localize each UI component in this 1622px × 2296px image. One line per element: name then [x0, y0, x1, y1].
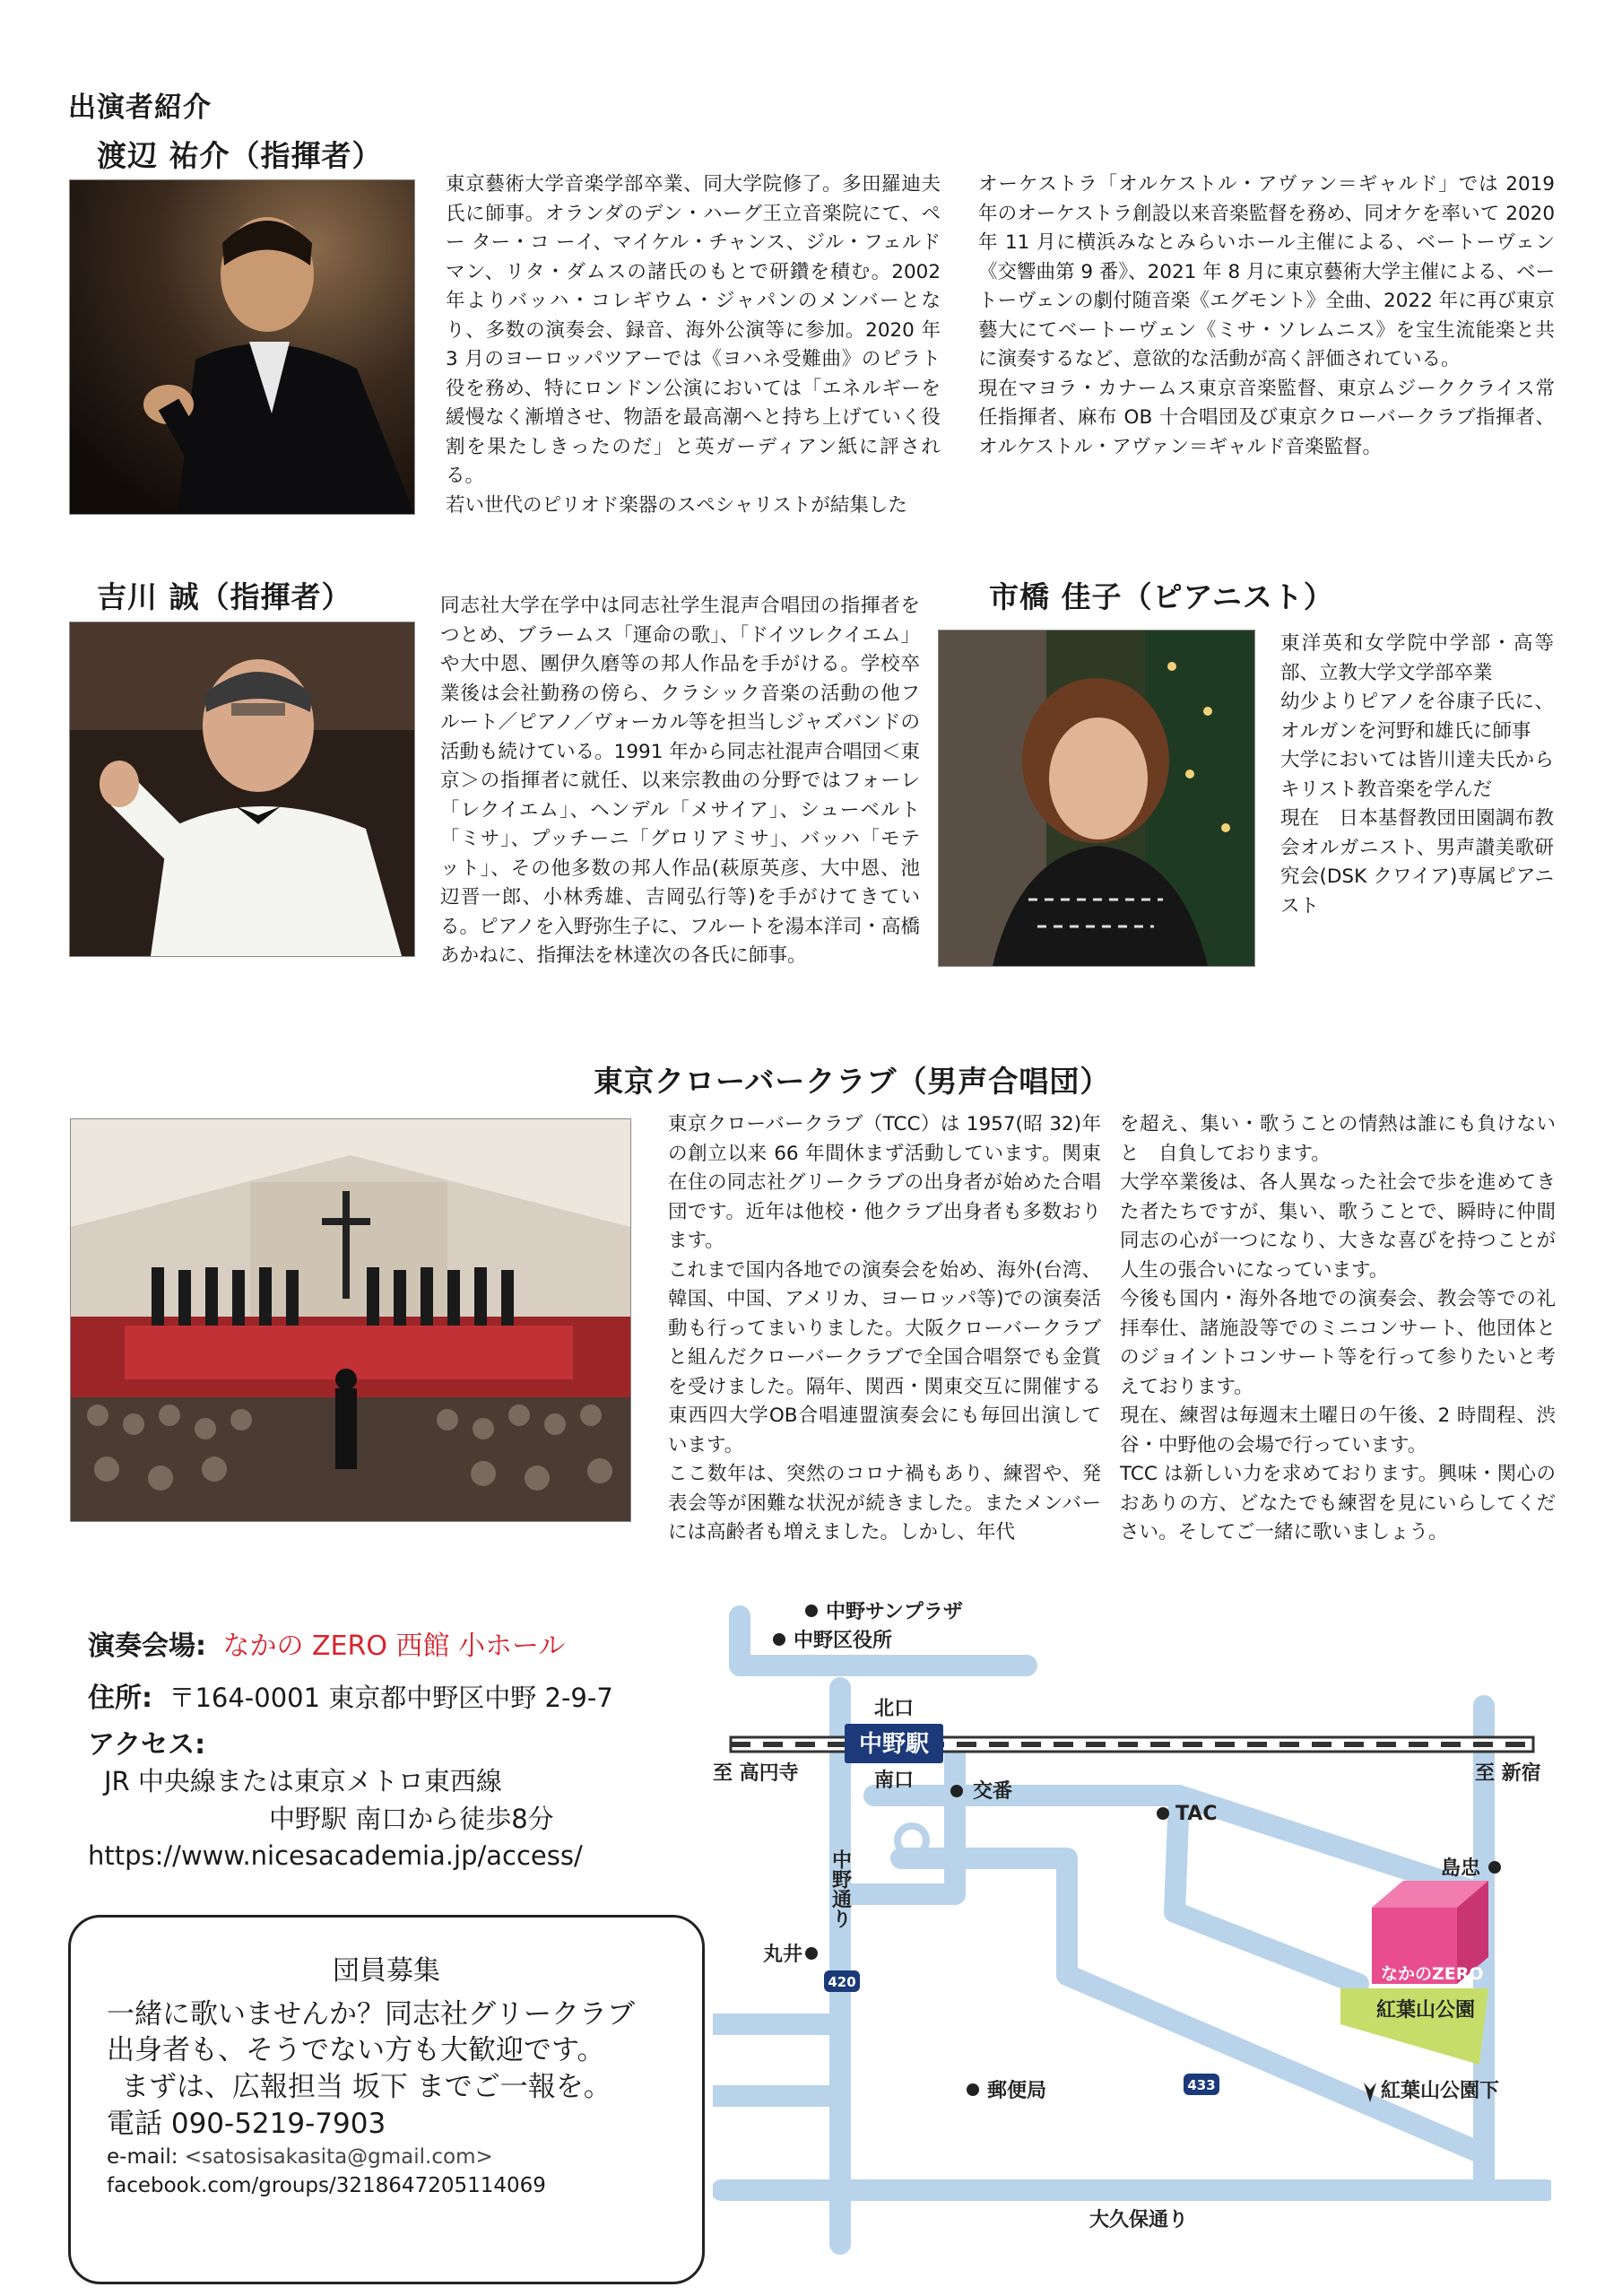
performer-name-yoshikawa: 吉川 誠（指揮者） — [97, 579, 352, 614]
map-koban: 交番 — [973, 1780, 1013, 1803]
photo-yoshikawa — [69, 622, 415, 957]
recruit-box — [68, 1915, 705, 2284]
photo-watanabe — [69, 179, 415, 515]
club-text-col1: 東京クローバークラブ（TCC）は 1957(昭 32)年の創立以来 66 年間休まず活動しています。関東在住の同志社グリークラブの出身者が始めた合唱団です。近年は他校・他クラブ出身者も多数おります。 これまで国内各地での演奏会を始め、海外(台湾、韓国、中国、アメリカ、ヨーロッパ等)での演奏活動も行ってまいりました。大阪クローバークラブと組んだクローバークラブで全国合唱祭でも金賞を受けました。隔年、関西・関東交互に開催する東西四大学OB合唱連盟演奏会にも毎回出演しています。 ここ数年は、突然のコロナ禍もあり、練習や、発表会等が困難な状況が続きました。またメンバーには高齢者も増えました。しかし、年代 — [668, 1113, 1101, 1544]
map-station: 中野駅 — [858, 1731, 930, 1758]
recruit-email-label: e-mail: — [107, 2145, 178, 2169]
bio-yoshikawa: 同志社大学在学中は同志社学生混声合唱団の指揮者をつとめ、ブラームス「運命の歌」、「ドイツレクイエム」や大中恩、團伊久磨等の邦人作品を手がける。学校卒業後は会社勤務の傍ら、クラシック音楽の活動の他フルート／ピアノ／ヴォーカル等を担当しジャズバンドの活動も続けている。1991 年から同志社混声合唱団＜東京＞の指揮者に就任、以来宗教曲の分野ではフォーレ「レクイエム」、ヘンデル「メサイア」、シューベルト「ミサ」、プッチーニ「グロリアミサ」、バッハ「モテット」、その他多数の邦人作品(萩原英彦、大中恩、池辺晋一郎、小林秀雄、吉岡弘行等)を手がけてきている。ピアノを入野弥生子に、フルートを湯本洋司・高橋あかねに、指揮法を林達次の各氏に師事。 — [440, 595, 920, 967]
recruit-email-line — [107, 2145, 493, 2169]
map-ward-office: 中野区役所 — [794, 1630, 893, 1652]
performer-name-watanabe: 渡辺 祐介（指揮者） — [97, 138, 383, 173]
map-north-exit: 北口 — [874, 1698, 915, 1720]
address-line — [88, 1675, 613, 1715]
map-route-433: 433 — [1187, 2077, 1216, 2093]
access-line2: 中野駅 南口から徒歩8分 — [269, 1804, 554, 1834]
map-south-exit: 南口 — [874, 1770, 915, 1792]
map-to-koenji: 至 高円寺 — [713, 1762, 799, 1785]
access-label: アクセス: — [88, 1729, 206, 1761]
map-shimachu: 島忠 — [1441, 1857, 1481, 1880]
map-park-shita: 紅葉山公園下 — [1381, 2080, 1500, 2102]
photo-club — [70, 1118, 631, 1522]
bio-watanabe-col1: 東京藝術大学音楽学部卒業、同大学院修了。多田羅迪夫氏に師事。オランダのデン・ハーグ王立音楽院にて、ペー ター・コ ーイ、マイケル・チャンス、ジル・フェルドマン、リタ・ダムスの諸氏のもとで研鑽を積む。2002 年よりバッハ・コレギウム・ジャパンのメンバーとなり、多数の演奏会、録音、海外公演等に参加。2020 年 3 月のヨーロッパツアーでは《ヨハネ受難曲》のピラト役を務め、特にロンドン公演においては「エネルギーを緩慢なく漸増させ、物語を最高潮へと持ち上げていく役割を果たしきったのだ」と英ガーディアン紙に評される。 若い世代のピリオド楽器のスペシャリストが結集した — [446, 173, 941, 517]
map-nakano-zero: なかのZERO — [1381, 1964, 1484, 1984]
map-marui: 丸井 — [763, 1944, 803, 1966]
photo-ichihashi — [938, 630, 1255, 967]
performer-name-ichihashi: 市橋 佳子（ピアニスト） — [989, 579, 1334, 614]
venue-label: 演奏会場: — [88, 1631, 206, 1662]
club-name: 東京クローバークラブ（男声合唱団） — [594, 1064, 1111, 1099]
map-to-shinjuku: 至 新宿 — [1475, 1762, 1541, 1785]
venue-line — [88, 1623, 565, 1663]
access-line1: JR 中央線または東京メトロ東西線 — [104, 1766, 502, 1796]
bio-watanabe-col2: オーケストラ「オルケストル・アヴァン＝ギャルド」では 2019 年のオーケストラ創設以来音楽監督を務め、同オケを率いて 2020 年 11 月に横浜みなとみらいホール主催による、ベートーヴェン《交響曲第 9 番》、2021 年 8 月に東京藝術大学主催による、ベートーヴェンの劇付随音楽《エグモント》全曲、2022 年に再び東京藝大にてベートーヴェン《ミサ・ソレムニス》を宝生流能楽と共に演奏するなど、意欲的な活動が高く評価されている。 現在マヨラ・カナームス東京音楽監督、東京ムジーククライス常任指揮者、麻布 OB 十合唱団及び東京クローバークラブ指揮者、オルケストル・アヴァン＝ギャルド音楽監督。 — [978, 173, 1555, 458]
access-url[interactable]: https://www.nicesacademia.jp/access/ — [88, 1840, 583, 1871]
venue-name: なかの ZERO 西館 小ホール — [222, 1631, 566, 1662]
map-sunplaza: 中野サンプラザ — [826, 1601, 963, 1623]
club-text-col2: を超え、集い・歌うことの情熱は誰にも負けないと 自負しております。 大学卒業後は、各人異なった社会で歩を進めてきた者たちですが、集い、歌うことで、瞬時に仲間同志の心が一つになり、大きな喜びを持つことが人生の張合いになっています。 今後も国内・海外各地での演奏会、教会等での礼拝奉仕、諸施設等でのミニコンサート、他団体とのジョイントコンサート等を行って参りたいと考えております。 現在、練習は毎週末土曜日の午後、2 時間程、渋谷・中野他の会場で行っています。 TCC は新しい力を求めております。興味・関心のおありの方、どなたでも練習を見にいらしてください。そしてご一緒に歌いましょう。 — [1120, 1113, 1556, 1544]
recruit-line1: 一緒に歌いませんか？同志社グリークラブ — [107, 1998, 635, 2031]
recruit-line2: 出身者も、そうでない方も大歓迎です。 — [107, 2034, 605, 2066]
map-park: 紅葉山公園 — [1376, 1999, 1476, 2022]
recruit-phone: 電話 090-5219-7903 — [107, 2108, 386, 2140]
recruit-facebook[interactable]: facebook.com/groups/3218647205114069 — [107, 2174, 546, 2197]
section-heading: 出演者紹介 — [68, 91, 212, 124]
map-nakano-dori: 中野通り — [828, 1849, 852, 1928]
address-label: 住所: — [88, 1683, 152, 1714]
map-post-office: 郵便局 — [987, 2080, 1047, 2102]
address-text: 〒164-0001 東京都中野区中野 2-9-7 — [169, 1683, 613, 1713]
recruit-line3: まずは、広報担当 坂下 までご一報を。 — [121, 2071, 612, 2103]
access-map — [713, 1598, 1551, 2273]
recruit-title: 団員募集 — [333, 1955, 440, 1987]
map-okubo-dori: 大久保通り — [1089, 2209, 1189, 2231]
map-tac: TAC — [1175, 1803, 1218, 1825]
map-route-420: 420 — [828, 1974, 856, 1990]
recruit-email[interactable]: <satosisakasita@gmail.com> — [184, 2145, 493, 2169]
bio-ichihashi: 東洋英和女学院中学部・高等部、立教大学文学部卒業 幼少よりピアノを谷康子氏に、オルガンを河野和雄氏に師事 大学においては皆川達夫氏からキリスト教音楽を学んだ 現在 日本基督教団田園調布教会オルガニスト、男声讃美歌研究会(DSK クワイア)専属ピアニスト — [1280, 632, 1554, 918]
